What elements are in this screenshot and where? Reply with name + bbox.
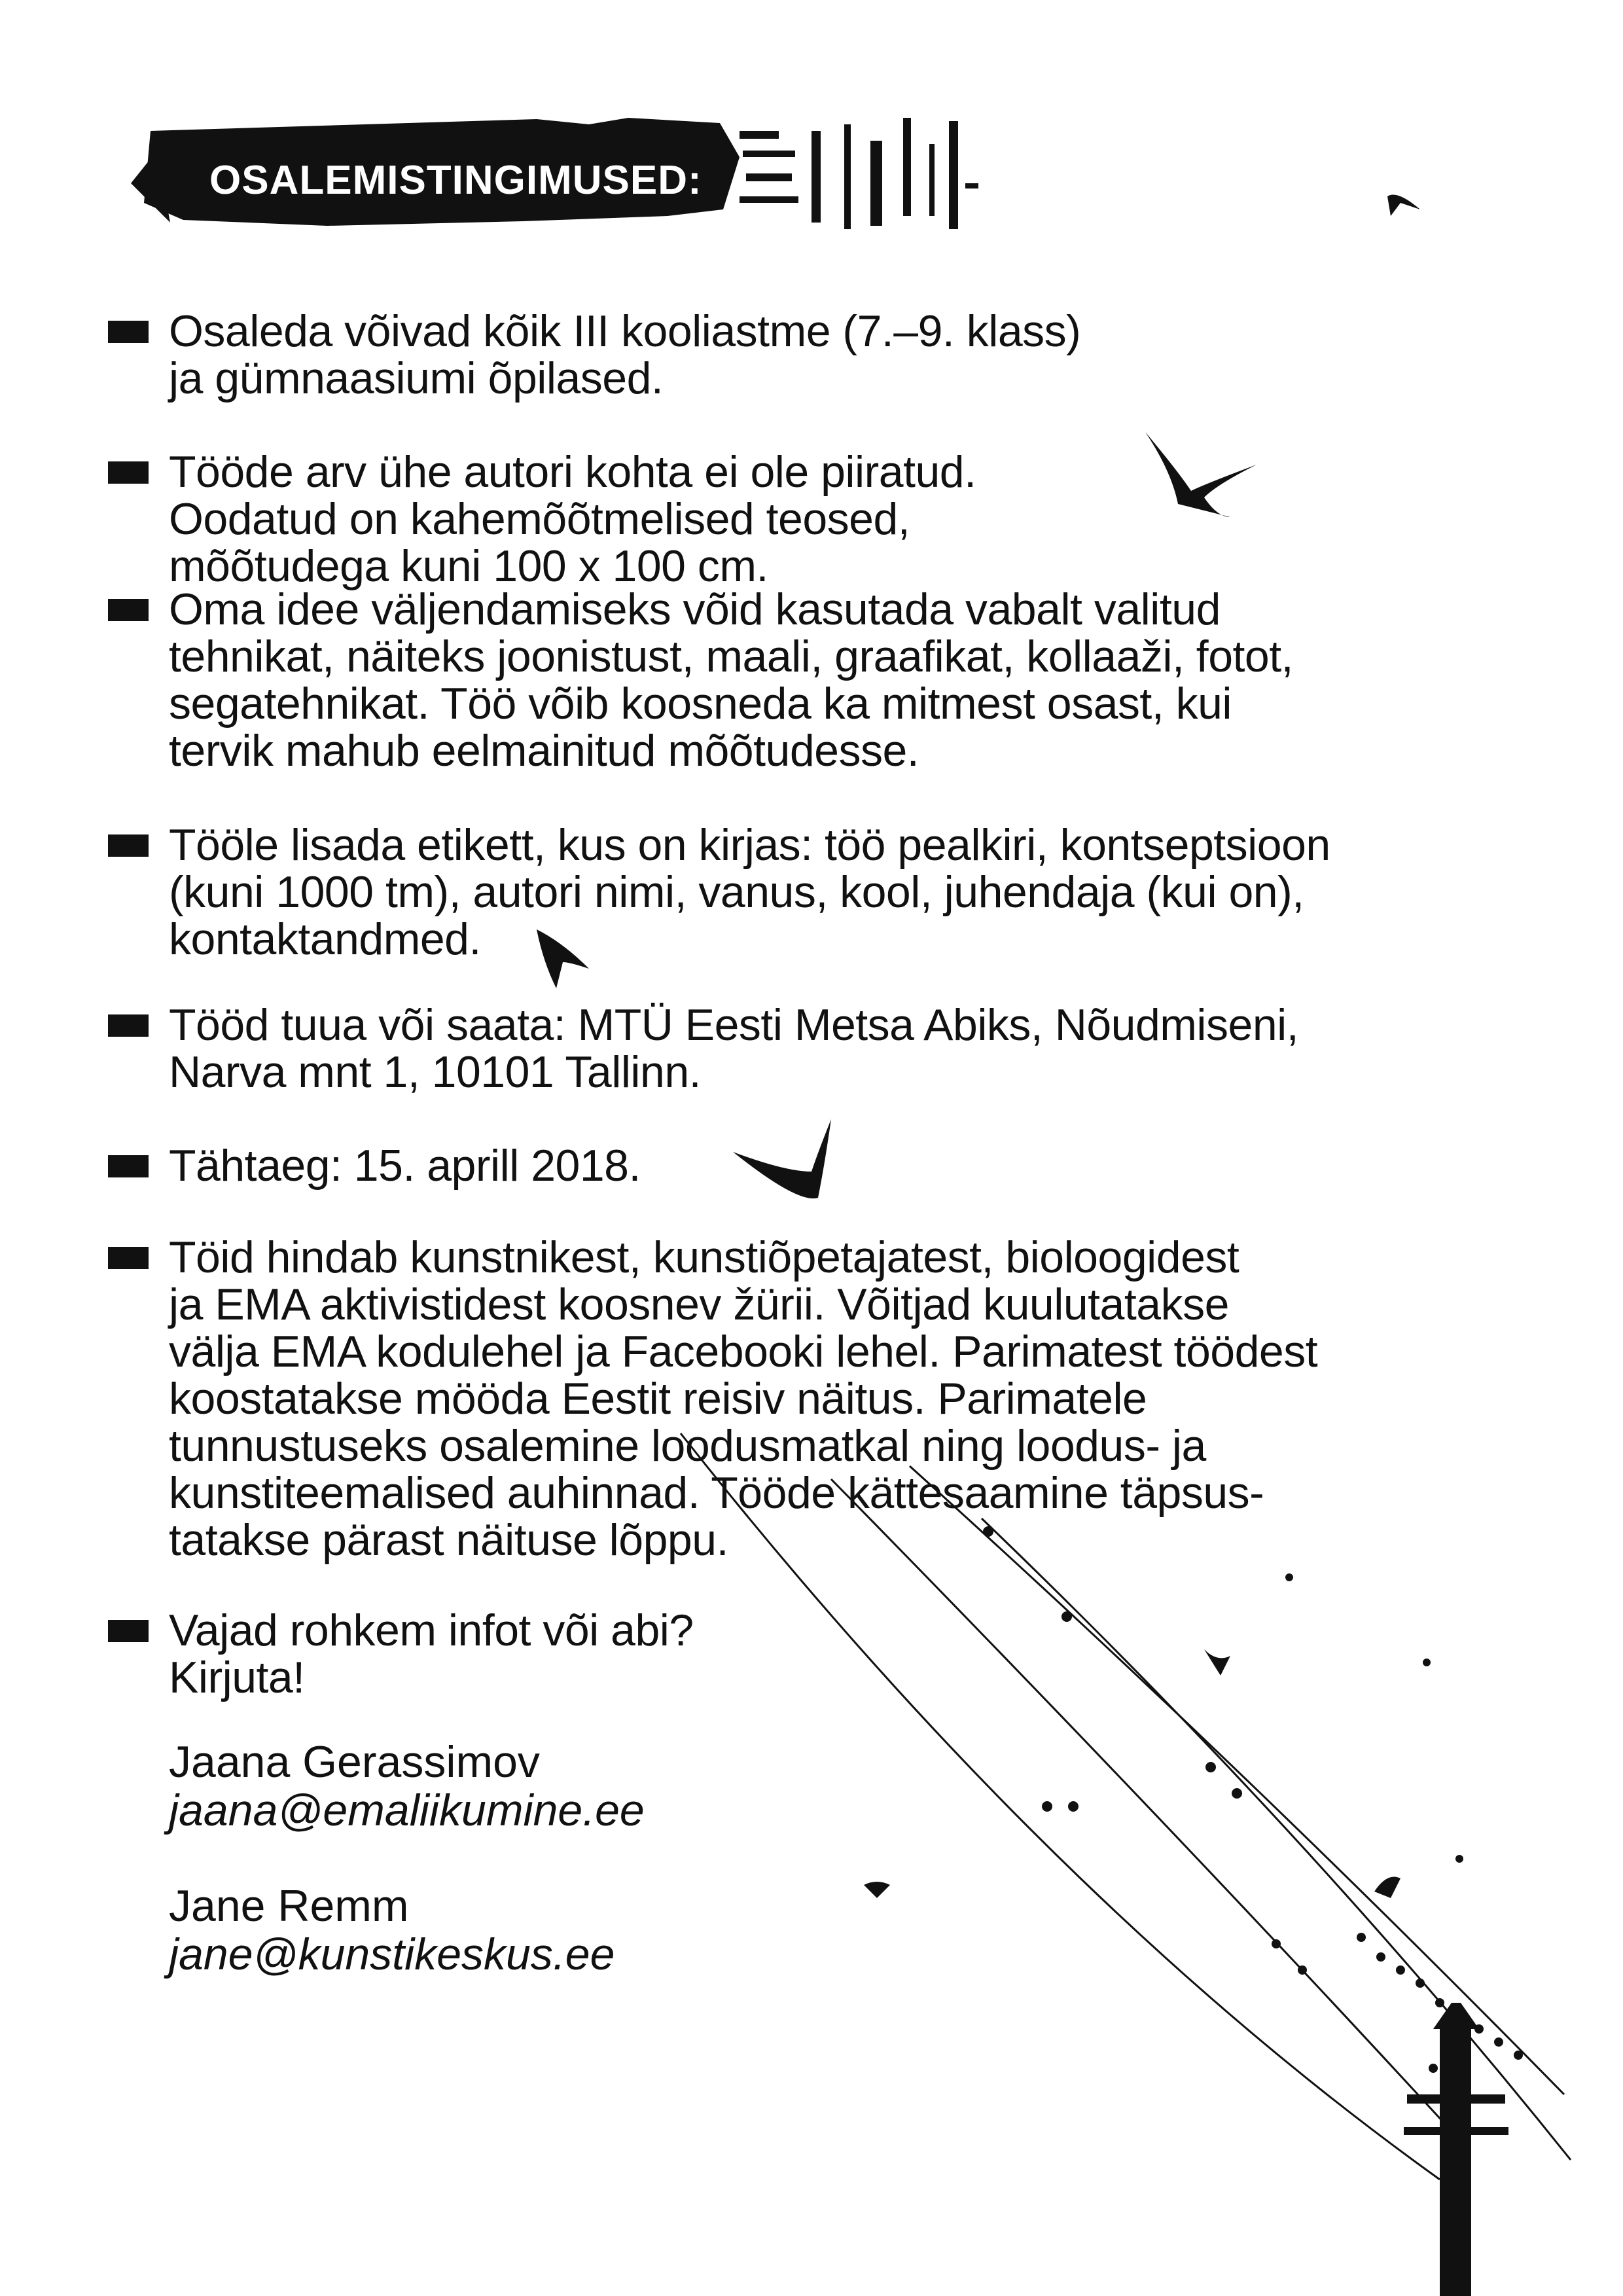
contact-name: Jane Remm bbox=[169, 1881, 409, 1931]
bullet-marker bbox=[108, 321, 149, 343]
bullet-marker bbox=[108, 461, 149, 484]
bullet-marker bbox=[108, 1155, 149, 1177]
list-item-text: Vajad rohkem infot või abi? Kirjuta! bbox=[169, 1605, 694, 1702]
section-heading: OSALEMISTINGIMUSED: bbox=[209, 158, 702, 203]
list-item-text: Tööd tuua või saata: MTÜ Eesti Metsa Abiks, Nõudmiseni, Narva mnt 1, 10101 Tallinn. bbox=[169, 1000, 1299, 1097]
contact-email[interactable]: jane@kunstikeskus.ee bbox=[169, 1929, 615, 1979]
perched-birds bbox=[983, 1526, 1523, 2092]
bullet-marker bbox=[108, 1014, 149, 1037]
list-item-text: Tööde arv ühe autori kohta ei ole piiratud. Oodatud on kahemõõtmelised teosed, mõõtudega kuni 100 x 100 cm. bbox=[169, 447, 976, 591]
contact-block bbox=[169, 1882, 615, 1979]
utility-pole bbox=[1404, 2003, 1508, 2296]
contact-email[interactable]: jaana@emaliikumine.ee bbox=[169, 1785, 645, 1835]
list-item-text: Töid hindab kunstnikest, kunstiõpetajatest, bioloogidest ja EMA aktivistidest koosnev žürii. Võitjad kuulutatakse välja EMA kodulehel ja Facebooki lehel. Parimatest töödest koostatakse mööda Eestit reisiv näitus. Parimatele tunnustuseks osalemine loodusmatkal ning loodus- ja kunstiteemalised auhinnad. Tööde kättesaamine täpsus- tatakse pärast näituse lõppu. bbox=[169, 1232, 1318, 1565]
bullet-marker bbox=[108, 599, 149, 621]
list-item-text: Tähtaeg: 15. aprill 2018. bbox=[169, 1141, 641, 1191]
bullet-marker bbox=[108, 834, 149, 857]
list-item-text: Osaleda võivad kõik III kooliastme (7.–9. klass) ja gümnaasiumi õpilased. bbox=[169, 306, 1081, 403]
bullet-marker bbox=[108, 1620, 149, 1642]
list-item-text: Tööle lisada etikett, kus on kirjas: töö pealkiri, kontseptsioon (kuni 1000 tm), autori nimi, vanus, kool, juhendaja (kui on), kontaktandmed. bbox=[169, 820, 1330, 964]
bullet-marker bbox=[108, 1247, 149, 1269]
list-item-text: Oma idee väljendamiseks võid kasutada vabalt valitud tehnikat, näiteks joonistust, maali, graafikat, kollaaži, fotot, segatehnikat. Töö võib koosneda ka mitmest osast, kui tervik mahub eelmainitud mõõtudesse. bbox=[169, 584, 1294, 776]
contact-name: Jaana Gerassimov bbox=[169, 1737, 540, 1787]
contact-block bbox=[169, 1738, 645, 1835]
